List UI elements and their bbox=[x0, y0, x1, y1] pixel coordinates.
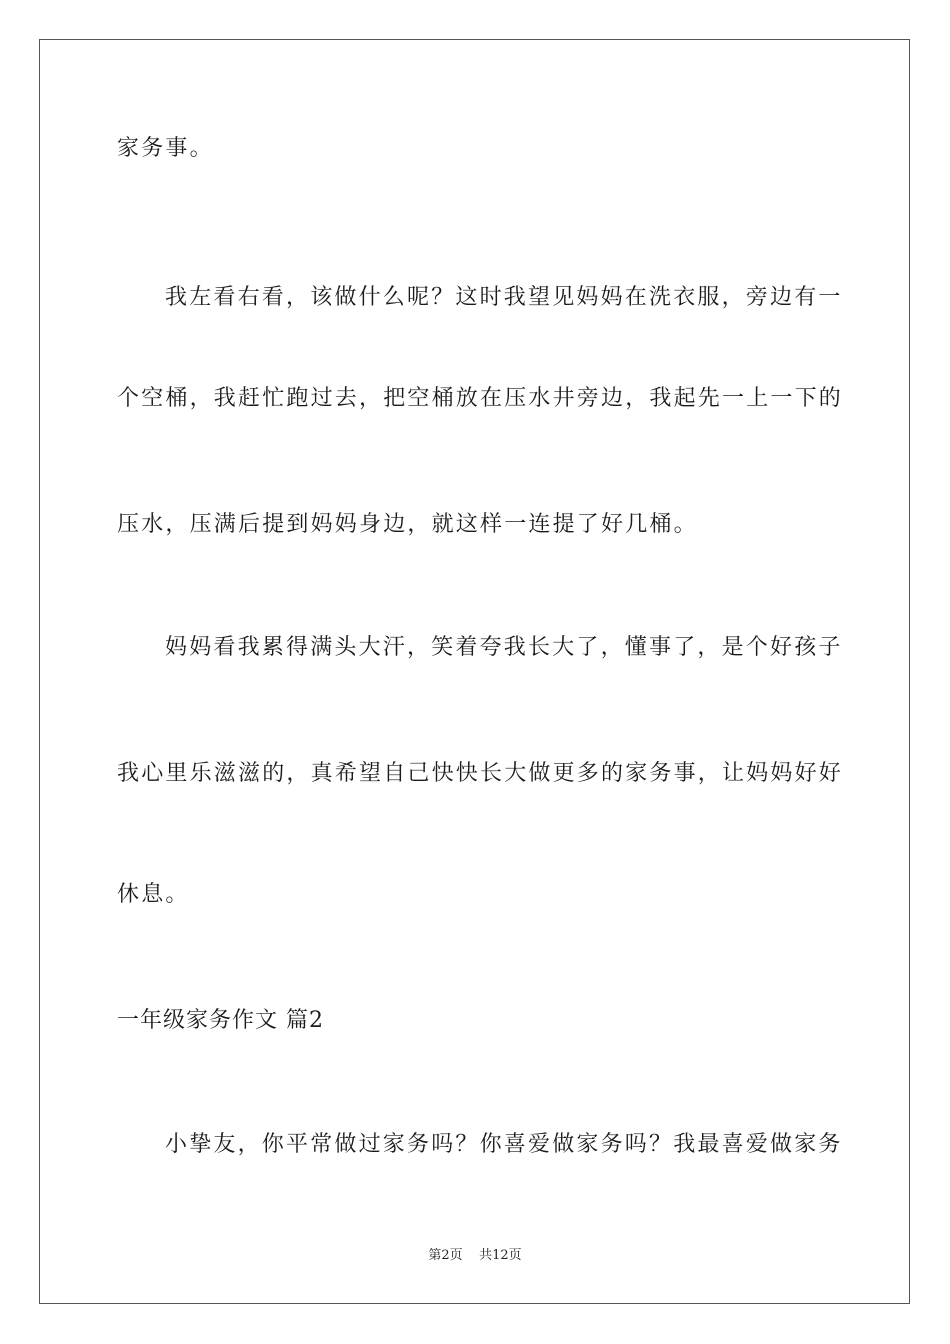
paragraph-line: 妈妈看我累得满头大汗，笑着夸我长大了，懂事了，是个好孩子 bbox=[165, 635, 843, 660]
paragraph-line: 家务事。 bbox=[117, 136, 214, 161]
paragraph-line: 个空桶，我赶忙跑过去，把空桶放在压水井旁边，我起先一上一下的 bbox=[117, 386, 844, 411]
paragraph-line: 我心里乐滋滋的，真希望自己快快长大做更多的家务事，让妈妈好好 bbox=[117, 761, 844, 786]
paragraph-line: 小挚友，你平常做过家务吗？你喜爱做家务吗？我最喜爱做家务 bbox=[165, 1132, 843, 1157]
paragraph-line: 压水，压满后提到妈妈身边，就这样一连提了好几桶。 bbox=[117, 512, 698, 537]
paragraph-line: 我左看右看，该做什么呢？这时我望见妈妈在洗衣服，旁边有一 bbox=[165, 285, 843, 310]
page-number-footer: 第2页 共12页 bbox=[428, 1248, 522, 1263]
paragraph-line: 休息。 bbox=[117, 882, 190, 907]
page-frame bbox=[39, 39, 910, 1304]
section-heading: 一年级家务作文 篇2 bbox=[117, 1008, 324, 1033]
